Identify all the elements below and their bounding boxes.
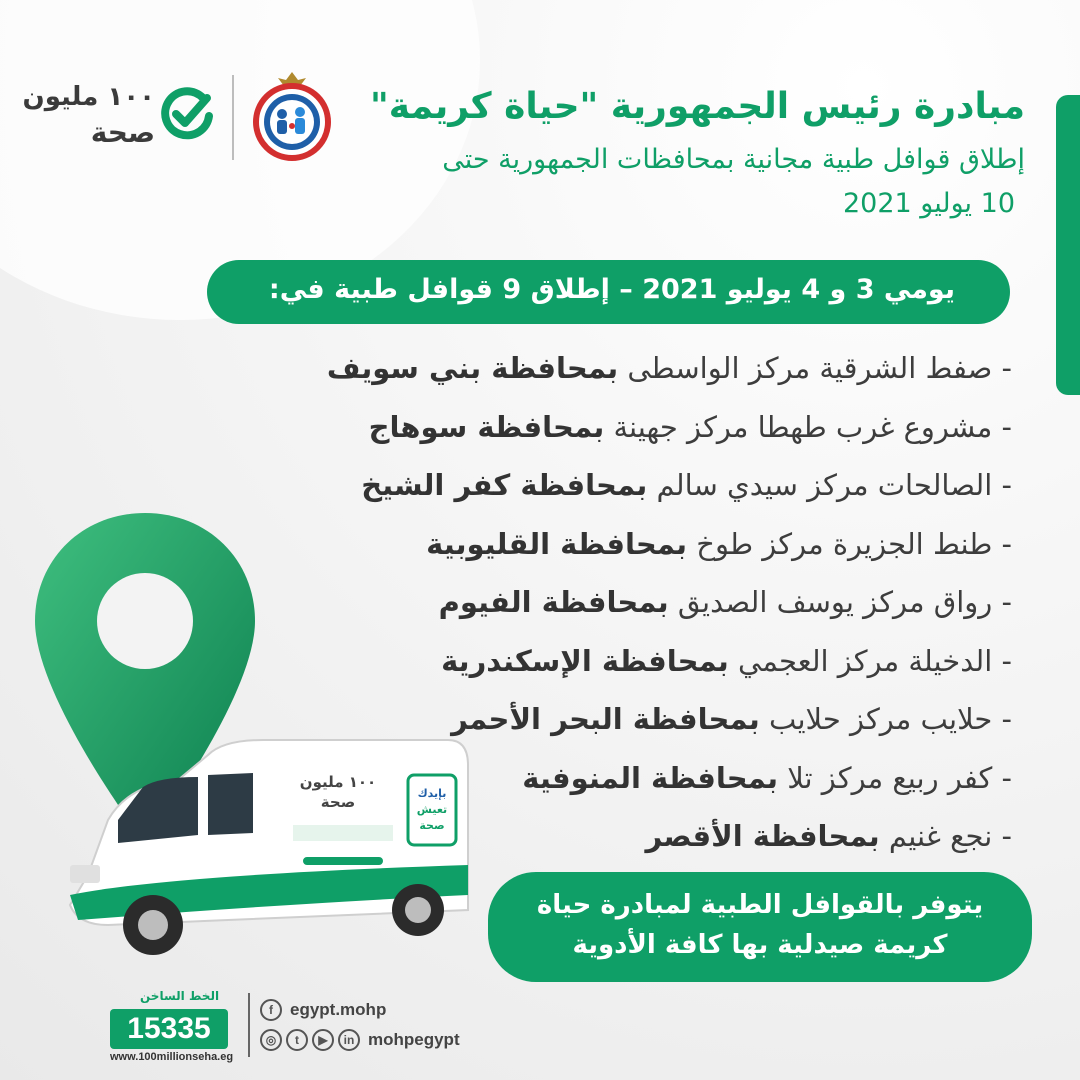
facebook-handle[interactable]: egypt.mohp [290,1000,387,1019]
youtube-icon[interactable]: ▶ [312,1029,334,1051]
location-governorate: بمحافظة كفر الشيخ [361,468,648,502]
end-date: 10 يوليو 2021 [842,188,1015,219]
list-item [232,635,1012,694]
website-link[interactable]: www.100millionseha.eg [110,1051,234,1063]
logo-block [22,70,360,170]
ministry-of-health-logo [246,70,338,165]
van-sign-line2: تعيش [416,803,448,816]
pharmacy-note [488,872,1032,982]
logo-divider [232,75,234,160]
location-governorate: بمحافظة القليوبية [426,526,688,561]
linkedin-icon[interactable]: in [338,1029,360,1051]
van-sign-line3: صحة [419,819,445,832]
location-place: - الصالحات مركز سيدي سالم [647,468,1012,502]
location-place: - حلايب مركز حلايب [759,702,1012,736]
list-item [232,459,1012,518]
twitter-icon[interactable]: t [286,1029,308,1051]
van-brand-line2: صحة [320,793,356,811]
location-place: - كفر ربيع مركز تلا [777,760,1012,795]
footer-divider [248,993,250,1057]
note-line2: كريمة صيدلية بها كافة الأدوية [572,930,948,960]
social-handle[interactable]: mohpegypt [368,1030,460,1049]
list-item [232,576,1012,635]
banner-text: يومي 3 و 4 يوليو 2021 – إطلاق 9 قوافل طبية في: [268,274,955,305]
location-governorate: بمحافظة سوهاج [368,409,605,444]
social-row [260,1027,460,1053]
instagram-icon[interactable]: ◎ [260,1029,282,1051]
page-title: مبادرة رئيس الجمهورية "حياة كريمة" [370,86,1025,127]
logo-text-line2: صحة [90,116,155,149]
location-governorate: بمحافظة البحر الأحمر [451,702,760,736]
location-governorate: بمحافظة المنوفية [522,760,778,795]
hotline-number: 15335 [110,1009,228,1049]
logo-text-line1: ١٠٠ مليون [22,82,155,112]
location-governorate: بمحافظة بني سويف [326,351,619,385]
location-place: - طنط الجزيرة مركز طوخ [687,526,1012,561]
location-place: - صفط الشرقية مركز الواسطى [618,351,1012,385]
facebook-icon[interactable]: f [260,999,282,1021]
facebook-row [260,997,386,1023]
location-governorate: بمحافظة الأقصر [645,819,880,853]
note-line1: يتوفر بالقوافل الطبية لمبادرة حياة [536,890,984,920]
medical-van-illustration [48,725,478,965]
footer [110,985,610,1065]
page-subtitle: إطلاق قوافل طبية مجانية بمحافظات الجمهورية حتى [442,144,1025,175]
location-place: - نجع غنيم [879,819,1012,853]
location-place: - الدخيلة مركز العجمي [728,643,1012,678]
location-place: - مشروع غرب طهطا مركز جهينة [604,409,1012,444]
van-sign-line1: بإيدك [417,787,447,800]
checkmark-icon [159,86,215,142]
van-brand-line1: ١٠٠ مليون [299,773,377,791]
100-million-seha-logo [22,80,215,150]
accent-strip [1056,95,1080,395]
section-banner [207,260,1010,324]
list-item [232,518,1012,577]
hotline-label: الخط الساخن [140,989,220,1003]
location-place: - رواق مركز يوسف الصديق [668,585,1012,619]
list-item [232,342,1012,401]
location-governorate: بمحافظة الإسكندرية [441,643,729,678]
list-item [232,401,1012,460]
location-governorate: بمحافظة الفيوم [438,585,669,619]
